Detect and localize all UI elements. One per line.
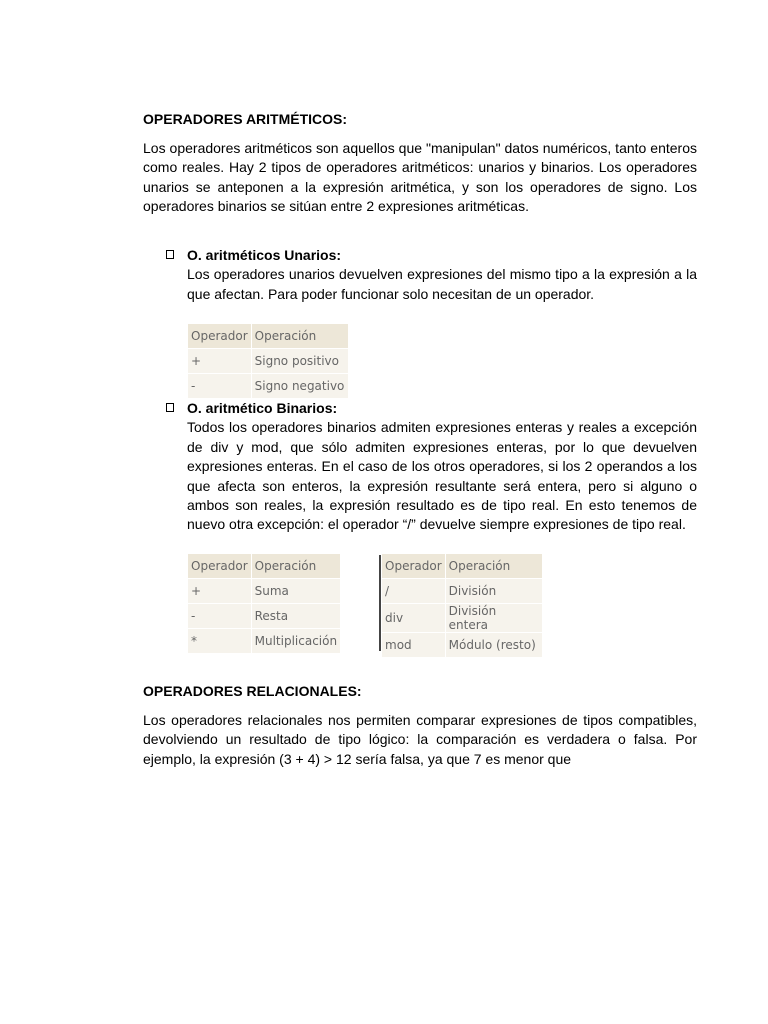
heading-operadores-relacionales: OPERADORES RELACIONALES: — [143, 683, 362, 699]
bullet-box-icon — [166, 403, 174, 412]
table-header-cell: Operador — [188, 554, 252, 579]
table-cell: División entera — [446, 604, 543, 633]
table-cell: / — [382, 579, 446, 604]
table-header-cell: Operación — [446, 554, 543, 579]
table-row — [188, 579, 341, 604]
table-header-row — [382, 554, 543, 579]
heading-operadores-aritmeticos: OPERADORES ARITMÉTICOS: — [143, 111, 348, 127]
table-row — [188, 349, 349, 374]
table-cell: Suma — [252, 579, 341, 604]
table-row — [188, 629, 341, 654]
table-header-cell: Operador — [188, 324, 252, 349]
table-cell: mod — [382, 633, 446, 658]
table-header-cell: Operación — [252, 324, 349, 349]
bullet-box-icon — [166, 250, 174, 259]
bullet-text-unarios: Los operadores unarios devuelven expresiones del mismo tipo a la expresión a la que afectan. Para poder funcionar solo necesitan de un operador. — [187, 266, 697, 302]
table-divider-line — [379, 555, 381, 651]
table-row — [382, 633, 543, 658]
table-cell: - — [188, 374, 252, 399]
intro-paragraph: Los operadores aritméticos son aquellos que "manipulan" datos numéricos, tanto enteros como reales. Hay 2 tipos de operadores aritméticos: unarios y binarios. Los operadores unarios se anteponen a la expresión aritmética, y son los operadores de signo. Los operadores binarios se sitúan entre 2 expresiones aritméticas. — [143, 140, 697, 215]
table-cell: Módulo (resto) — [446, 633, 543, 658]
table-header-cell: Operador — [382, 554, 446, 579]
table-row — [188, 374, 349, 399]
table-cell: + — [188, 579, 252, 604]
table-cell: División — [446, 579, 543, 604]
table-cell: - — [188, 604, 252, 629]
table-unarios — [188, 324, 349, 399]
table-cell: Multiplicación — [252, 629, 341, 654]
table-row — [188, 604, 341, 629]
relacionales-paragraph: Los operadores relacionales nos permiten comparar expresiones de tipos compatibles, devolviendo un resultado de tipo lógico: la comparación es verdadera o falsa. Por ejemplo, la expresión (3 + 4) > 12 sería falsa, ya que 7 es menor que — [143, 712, 697, 767]
table-row — [382, 579, 543, 604]
table-cell: + — [188, 349, 252, 374]
table-row — [382, 604, 543, 633]
table-header-cell: Operación — [252, 554, 341, 579]
table-header-row — [188, 324, 349, 349]
table-binarios-left — [188, 554, 341, 654]
bullet-title-unarios: O. aritméticos Unarios: — [187, 247, 342, 263]
table-cell: * — [188, 629, 252, 654]
table-cell: Resta — [252, 604, 341, 629]
table-binarios-right — [382, 554, 543, 658]
table-header-row — [188, 554, 341, 579]
bullet-text-binarios: Todos los operadores binarios admiten expresiones enteras y reales a excepción de div y mod, que sólo admiten expresiones enteras, por lo que devuelven expresiones enteras. En el caso de los otros operadores, si los 2 operandos a los que afecta son enteros, la expresión resultante será entera, pero si alguno o ambos son reales, la expresión resultado es de tipo real. En esto tenemos de nuevo otra excepción: el operador “/” devuelve siempre expresiones de tipo real. — [187, 419, 697, 533]
table-cell: div — [382, 604, 446, 633]
table-cell: Signo positivo — [252, 349, 349, 374]
table-cell: Signo negativo — [252, 374, 349, 399]
bullet-title-binarios: O. aritmético Binarios: — [187, 400, 338, 416]
